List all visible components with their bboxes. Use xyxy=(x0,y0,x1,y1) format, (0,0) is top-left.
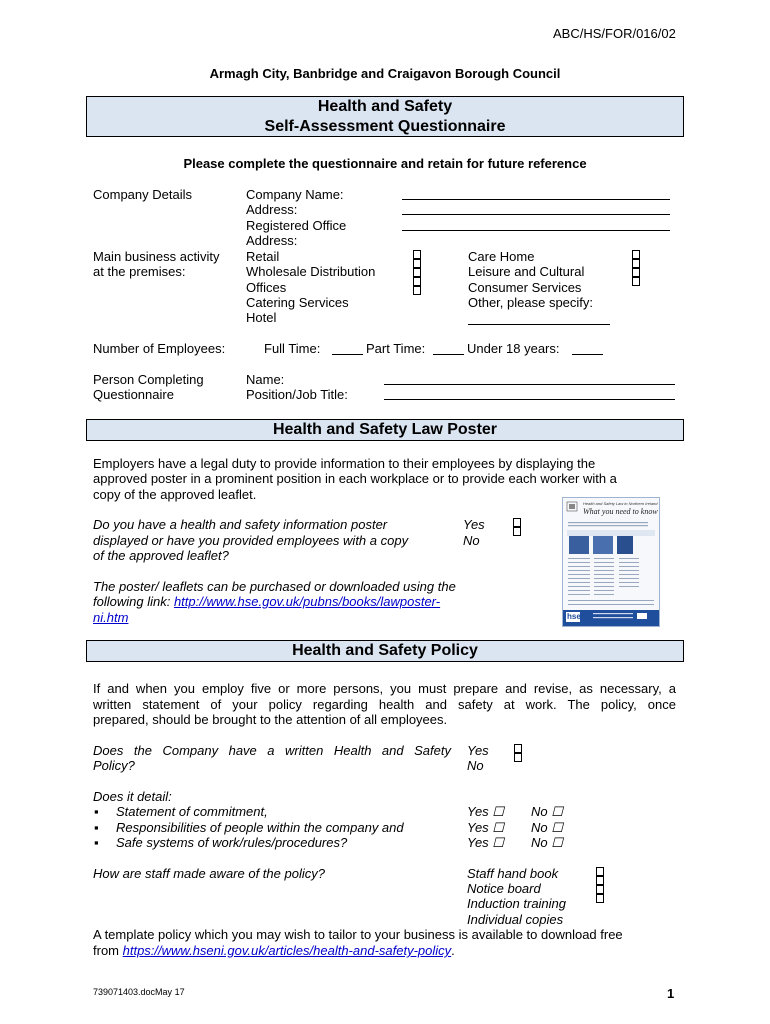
checkbox-poster-yes[interactable] xyxy=(513,518,521,527)
document-reference: ABC/HS/FOR/016/02 xyxy=(553,26,676,41)
other-specify-field[interactable] xyxy=(468,324,610,325)
aware-option-individual: Individual copies xyxy=(467,912,564,927)
law-poster-heading: Health and Safety Law Poster xyxy=(272,421,498,438)
detail-no-1[interactable]: No ☐ xyxy=(531,804,563,819)
detail-item-responsibilities: ▪ Responsibilities of people within the company and xyxy=(116,820,404,835)
aware-option-notice-board: Notice board xyxy=(467,881,541,896)
checkbox-catering[interactable] xyxy=(413,277,421,286)
address-label: Address: xyxy=(246,202,298,217)
policy-banner xyxy=(86,640,684,662)
checkbox-wholesale[interactable] xyxy=(413,259,421,268)
purchase-link-prefix: following link: xyxy=(93,594,174,609)
detail-yes-1[interactable]: Yes ☐ xyxy=(467,804,504,819)
poster-question-line-2: displayed or have you provided employees with a copy xyxy=(93,533,409,548)
under-18-label: Under 18 years: xyxy=(467,341,560,356)
policy-para-line-3: prepared, should be brought to the attention of all employees. xyxy=(93,712,448,727)
title-line-2: Self-Assessment Questionnaire xyxy=(264,118,506,135)
poster-graphic xyxy=(563,498,659,626)
checkbox-poster-no[interactable] xyxy=(513,527,521,536)
law-poster-para-line-1: Employers have a legal duty to provide information to their employees by displaying the xyxy=(93,456,596,471)
checkbox-other[interactable] xyxy=(632,277,640,286)
policy-para-line-1: If and when you employ five or more persons, you must prepare and revise, as necessary, a xyxy=(93,681,676,696)
under-18-field[interactable] xyxy=(572,354,603,355)
option-consumer: Consumer Services xyxy=(468,280,582,295)
full-time-label: Full Time: xyxy=(264,341,321,356)
law-poster-para-line-3: copy of the approved leaflet. xyxy=(93,487,257,502)
lawposter-link[interactable]: http://www.hse.gov.uk/pubns/books/lawposter- xyxy=(173,594,441,609)
position-field[interactable] xyxy=(384,399,675,400)
policy-para-line-2: written statement of your policy regarding health and safety at work. The policy, once xyxy=(93,696,676,712)
option-retail: Retail xyxy=(246,249,280,264)
poster-title-small: Health and Safety Law in Northern Ireland xyxy=(583,501,658,506)
option-leisure: Leisure and Cultural xyxy=(468,264,585,279)
page-number: 1 xyxy=(667,986,675,1001)
purchase-line-1: The poster/ leaflets can be purchased or downloaded using the xyxy=(93,579,456,594)
template-end: . xyxy=(451,943,455,958)
staff-aware-question: How are staff made aware of the policy? xyxy=(93,866,325,881)
aware-option-handbook: Staff hand book xyxy=(467,866,559,881)
council-name: Armagh City, Banbridge and Craigavon Borough Council xyxy=(209,66,561,81)
detail-item-safe-systems: ▪ Safe systems of work/rules/procedures? xyxy=(116,835,347,850)
title-line-1: Health and Safety xyxy=(317,98,453,115)
option-hotel: Hotel xyxy=(246,310,277,325)
option-wholesale: Wholesale Distribution xyxy=(246,264,376,279)
checkbox-care-home[interactable] xyxy=(632,250,640,259)
address-field[interactable] xyxy=(402,214,670,215)
policy-question-line-2: Policy? xyxy=(93,758,135,773)
detail-no-2[interactable]: No ☐ xyxy=(531,820,563,835)
checkbox-handbook[interactable] xyxy=(596,867,604,876)
person-completing-label: Person Completing xyxy=(93,372,204,387)
policy-para xyxy=(93,681,676,728)
company-name-label: Company Name: xyxy=(246,187,344,202)
template-from: from xyxy=(93,943,123,958)
law-poster-para-line-2: approved poster in a prominent position in each workplace or to provide each worker with a xyxy=(93,471,617,486)
policy-question-line-1: Does the Company have a written Health and Safety xyxy=(93,743,451,758)
checkbox-policy-no[interactable] xyxy=(514,753,522,762)
poster-title: What you need to know xyxy=(583,507,658,516)
checkbox-hotel[interactable] xyxy=(413,286,421,295)
person-completing-label-2: Questionnaire xyxy=(93,387,174,402)
business-activity-label-2: at the premises: xyxy=(93,264,186,279)
intro-instruction: Please complete the questionnaire and retain for future reference xyxy=(183,156,587,171)
template-line-2 xyxy=(93,943,455,958)
checkbox-policy-yes[interactable] xyxy=(514,744,522,753)
detail-yes-3[interactable]: Yes ☐ xyxy=(467,835,504,850)
company-name-field[interactable] xyxy=(402,199,670,200)
footer-file: 739071403.docMay 17 xyxy=(93,987,185,997)
lawposter-link-cont[interactable]: ni.htm xyxy=(93,610,129,625)
checkbox-retail[interactable] xyxy=(413,250,421,259)
name-label: Name: xyxy=(246,372,285,387)
checkbox-consumer[interactable] xyxy=(632,268,640,277)
option-other: Other, please specify: xyxy=(468,295,594,310)
option-care-home: Care Home xyxy=(468,249,535,264)
poster-question-line-1: Do you have a health and safety information poster xyxy=(93,517,388,532)
purchase-line-2 xyxy=(93,594,440,609)
registered-office-address-label: Address: xyxy=(246,233,298,248)
name-field[interactable] xyxy=(384,384,675,385)
poster-question-line-3: of the approved leaflet? xyxy=(93,548,229,563)
detail-yes-2[interactable]: Yes ☐ xyxy=(467,820,504,835)
law-poster-image xyxy=(562,497,660,627)
law-poster-banner xyxy=(86,419,684,441)
checkbox-offices[interactable] xyxy=(413,268,421,277)
part-time-label: Part Time: xyxy=(366,341,426,356)
aware-option-induction: Induction training xyxy=(467,896,567,911)
poster-yes-label: Yes xyxy=(463,517,485,532)
employees-label: Number of Employees: xyxy=(93,341,226,356)
registered-office-field[interactable] xyxy=(402,230,670,231)
template-text: A template policy which you may wish to tailor to your business is available to download free xyxy=(93,927,623,942)
policy-heading: Health and Safety Policy xyxy=(292,642,478,659)
detail-no-3[interactable]: No ☐ xyxy=(531,835,563,850)
detail-question: Does it detail: xyxy=(93,789,172,804)
title-banner xyxy=(86,96,684,137)
part-time-field[interactable] xyxy=(433,354,464,355)
full-time-field[interactable] xyxy=(332,354,363,355)
option-offices: Offices xyxy=(246,280,287,295)
template-policy-link[interactable]: https://www.hseni.gov.uk/articles/health-and-safety-policy xyxy=(122,943,452,958)
checkbox-notice-board[interactable] xyxy=(596,876,604,885)
registered-office-label: Registered Office xyxy=(246,218,347,233)
checkbox-individual[interactable] xyxy=(596,894,604,903)
checkbox-leisure[interactable] xyxy=(632,259,640,268)
checkbox-induction[interactable] xyxy=(596,885,604,894)
business-activity-label: Main business activity xyxy=(93,249,220,264)
poster-no-label: No xyxy=(463,533,480,548)
detail-item-commitment: ▪ Statement of commitment, xyxy=(116,804,268,819)
position-label: Position/Job Title: xyxy=(246,387,348,402)
policy-yes-label: Yes xyxy=(467,743,489,758)
company-details-label: Company Details xyxy=(93,187,192,202)
poster-hse-logo: hse xyxy=(567,612,581,621)
policy-no-label: No xyxy=(467,758,484,773)
option-catering: Catering Services xyxy=(246,295,349,310)
